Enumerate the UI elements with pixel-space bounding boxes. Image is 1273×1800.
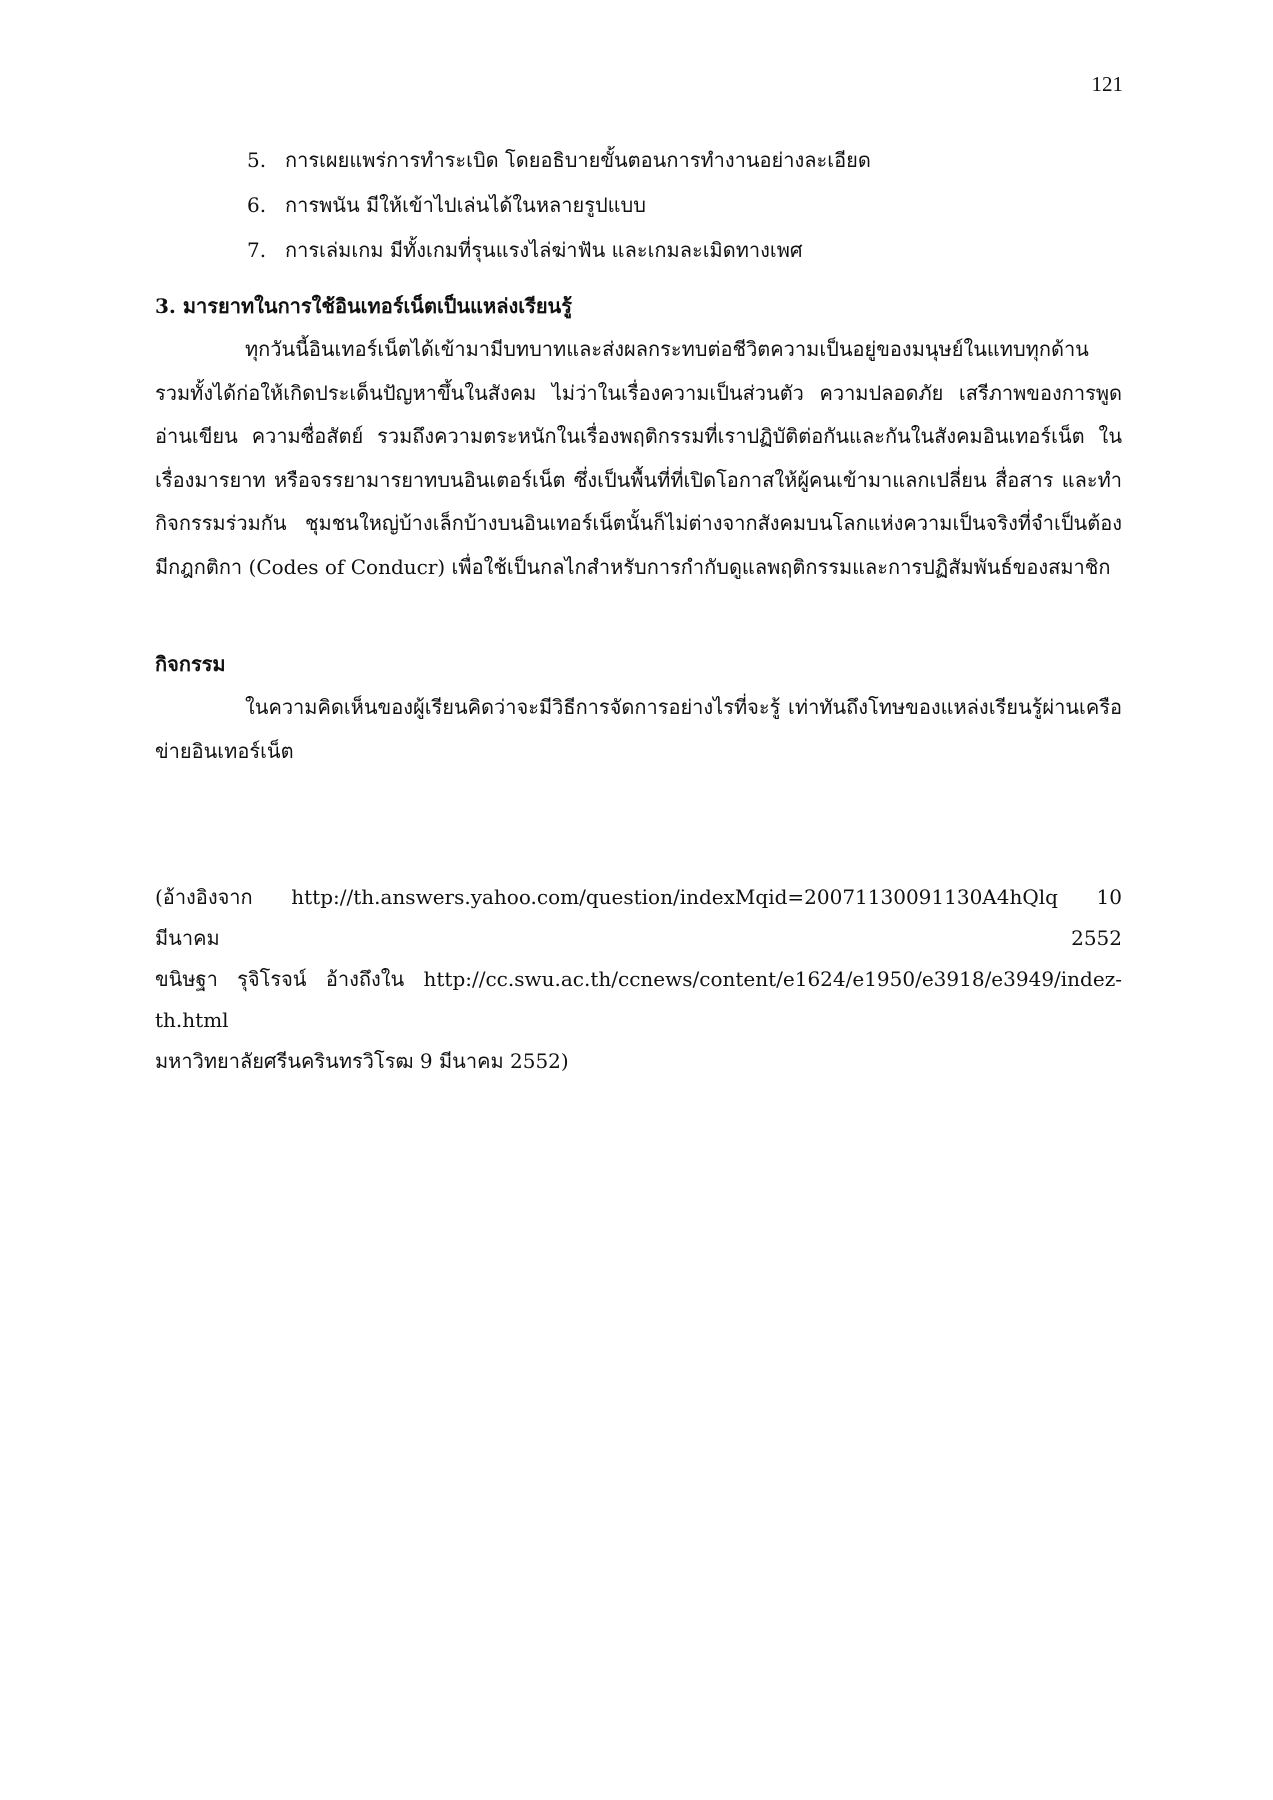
section-heading: 3. มารยาทในการใช้อินเทอร์เน็ตเป็นแหล่งเรียนรู้	[155, 294, 572, 318]
list-item	[247, 228, 1122, 273]
reference-line: มหาวิทยาลัยศรีนครินทรวิโรฒ 9 มีนาคม 2552)	[155, 1049, 569, 1073]
reference-block	[155, 877, 1122, 1082]
activity-paragraph: ในความคิดเห็นของผู้เรียนคิดว่าจะมีวิธีการจัดการอย่างไรที่จะรู้ เท่าทันถึงโทษของแหล่งเรียนรู้ผ่านเครือข่ายอินเทอร์เน็ต	[155, 695, 1122, 763]
page-content	[155, 138, 1122, 1082]
spacer	[155, 589, 1122, 631]
section-paragraph: ทุกวันนี้อินเทอร์เน็ตได้เข้ามามีบทบาทและส่งผลกระทบต่อชีวิตความเป็นอยู่ของมนุษย์ในแทบทุกด้าน รวมทั้งได้ก่อให้เกิดประเด็นปัญหาขึ้นในสังคม ไม่ว่าในเรื่องความเป็นส่วนตัว ความปลอดภัย เสรีภาพของการพูดอ่านเขียน ความซื่อสัตย์ รวมถึงความตระหนักในเรื่องพฤติกรรมที่เราปฏิบัติต่อกันและกันในสังคมอินเทอร์เน็ต ในเรื่องมารยาท หรือจรรยามารยาทบนอินเตอร์เน็ต ซึ่งเป็นพื้นที่ที่เปิดโอกาสให้ผู้คนเข้ามาแลกเปลี่ยน สื่อสาร และทำกิจกรรมร่วมกัน ชุมชนใหญ่บ้างเล็กบ้างบนอินเทอร์เน็ตนั้นก็ไม่ต่างจากสังคมบนโลกแห่งความเป็นจริงที่จำเป็นต้องมีกฎกติกา (Codes of Conducr) เพื่อใช้เป็นกลไกสำหรับการกำกับดูแลพฤติกรรมและการปฏิสัมพันธ์ของสมาชิก	[155, 337, 1122, 579]
list-item-number: 7.	[247, 238, 267, 262]
list-item	[247, 138, 1122, 183]
reference-line: ขนิษฐา รุจิโรจน์ อ้างถึงใน http://cc.swu.ac.th/ccnews/content/e1624/e1950/e3918/e3949/indez-th.html	[155, 967, 1122, 1032]
list-item-text: การเล่มเกม มีทั้งเกมที่รุนแรงไล่ฆ่าฟัน และเกมละเมิดทางเพศ	[285, 238, 803, 262]
spacer	[155, 773, 1122, 877]
page-number: 121	[1091, 72, 1123, 96]
list-item	[247, 183, 1122, 228]
list-item-text: การเผยแพร่การทำระเบิด โดยอธิบายขั้นตอนการทำงานอย่างละเอียด	[285, 148, 871, 172]
list-item-text: การพนัน มีให้เข้าไปเล่นได้ในหลายรูปแบบ	[285, 193, 646, 217]
list-item-number: 6.	[247, 193, 267, 217]
list-item-number: 5.	[247, 148, 267, 172]
activity-heading: กิจกรรม	[155, 652, 226, 676]
list	[155, 138, 1122, 273]
reference-line: (อ้างอิงจาก http://th.answers.yahoo.com/question/indexMqid=20071130091130A4hQlq 10 มีนาคม 2552	[155, 885, 1122, 950]
